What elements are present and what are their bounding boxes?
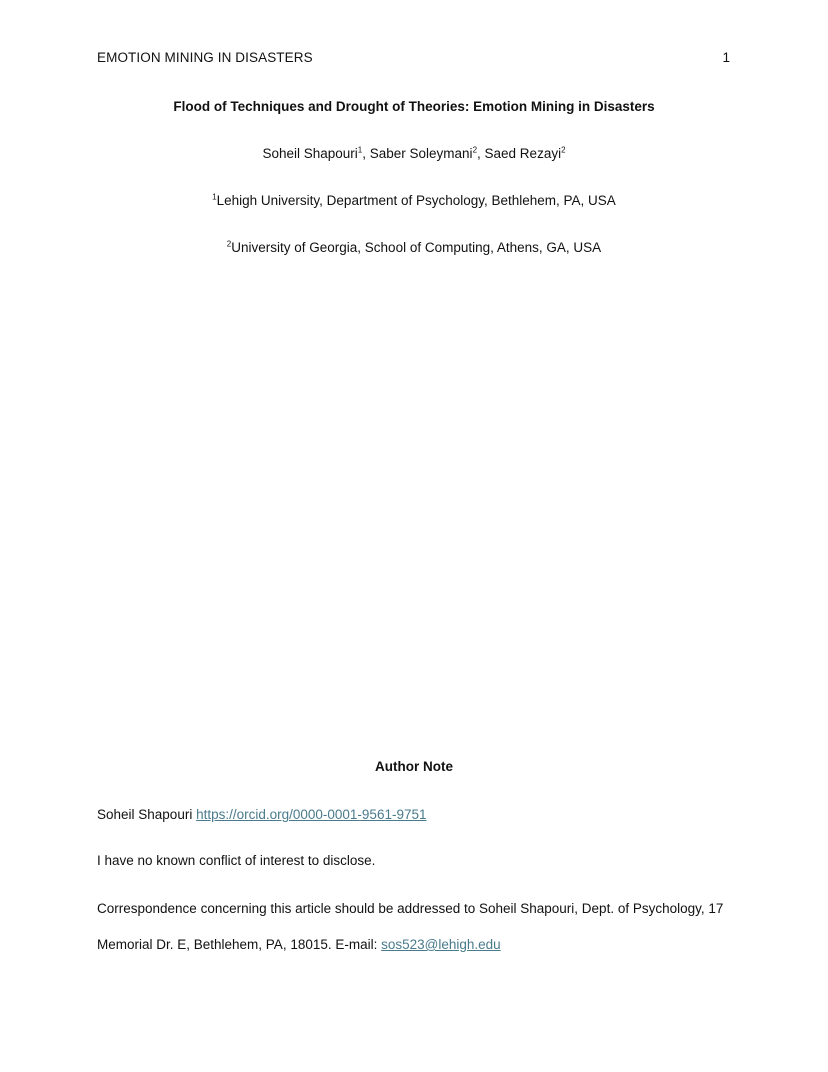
author-list <box>0 146 828 161</box>
author-separator: , <box>477 146 485 161</box>
affiliation-mark: 2 <box>472 145 478 155</box>
email-link[interactable]: sos523@lehigh.edu <box>381 937 501 952</box>
affiliation-mark: 1 <box>212 192 217 202</box>
conflict-statement: I have no known conflict of interest to disclose. <box>97 853 376 868</box>
orcid-line <box>97 807 427 822</box>
running-head: EMOTION MINING IN DISASTERS <box>97 50 313 65</box>
correspondence-line-1: Correspondence concerning this article should be addressed to Soheil Shapouri, Dept. of Psychology, 17 <box>97 901 724 916</box>
page-number: 1 <box>722 50 730 65</box>
affiliation-text: Lehigh University, Department of Psychology, Bethlehem, PA, USA <box>216 193 616 208</box>
author-note-heading: Author Note <box>375 759 453 774</box>
author-separator: , <box>362 146 370 161</box>
author-name: Saber Soleymani <box>369 146 473 161</box>
affiliation-mark: 2 <box>226 239 232 249</box>
paper-title: Flood of Techniques and Drought of Theories: Emotion Mining in Disasters <box>173 99 655 114</box>
correspondence-address: Memorial Dr. E, Bethlehem, PA, 18015. E-mail: <box>97 937 382 952</box>
orcid-author-name: Soheil Shapouri <box>97 807 197 822</box>
affiliation-text: University of Georgia, School of Computing, Athens, GA, USA <box>231 240 602 255</box>
affiliation-mark: 2 <box>561 145 566 155</box>
affiliation-1 <box>0 193 828 208</box>
author-name: Soheil Shapouri <box>262 146 358 161</box>
affiliation-mark: 1 <box>357 145 363 155</box>
affiliation-2 <box>0 240 828 255</box>
correspondence-line-2 <box>97 937 501 952</box>
author-name: Saed Rezayi <box>484 146 562 161</box>
orcid-link[interactable]: https://orcid.org/0000-0001-9561-9751 <box>196 807 427 822</box>
